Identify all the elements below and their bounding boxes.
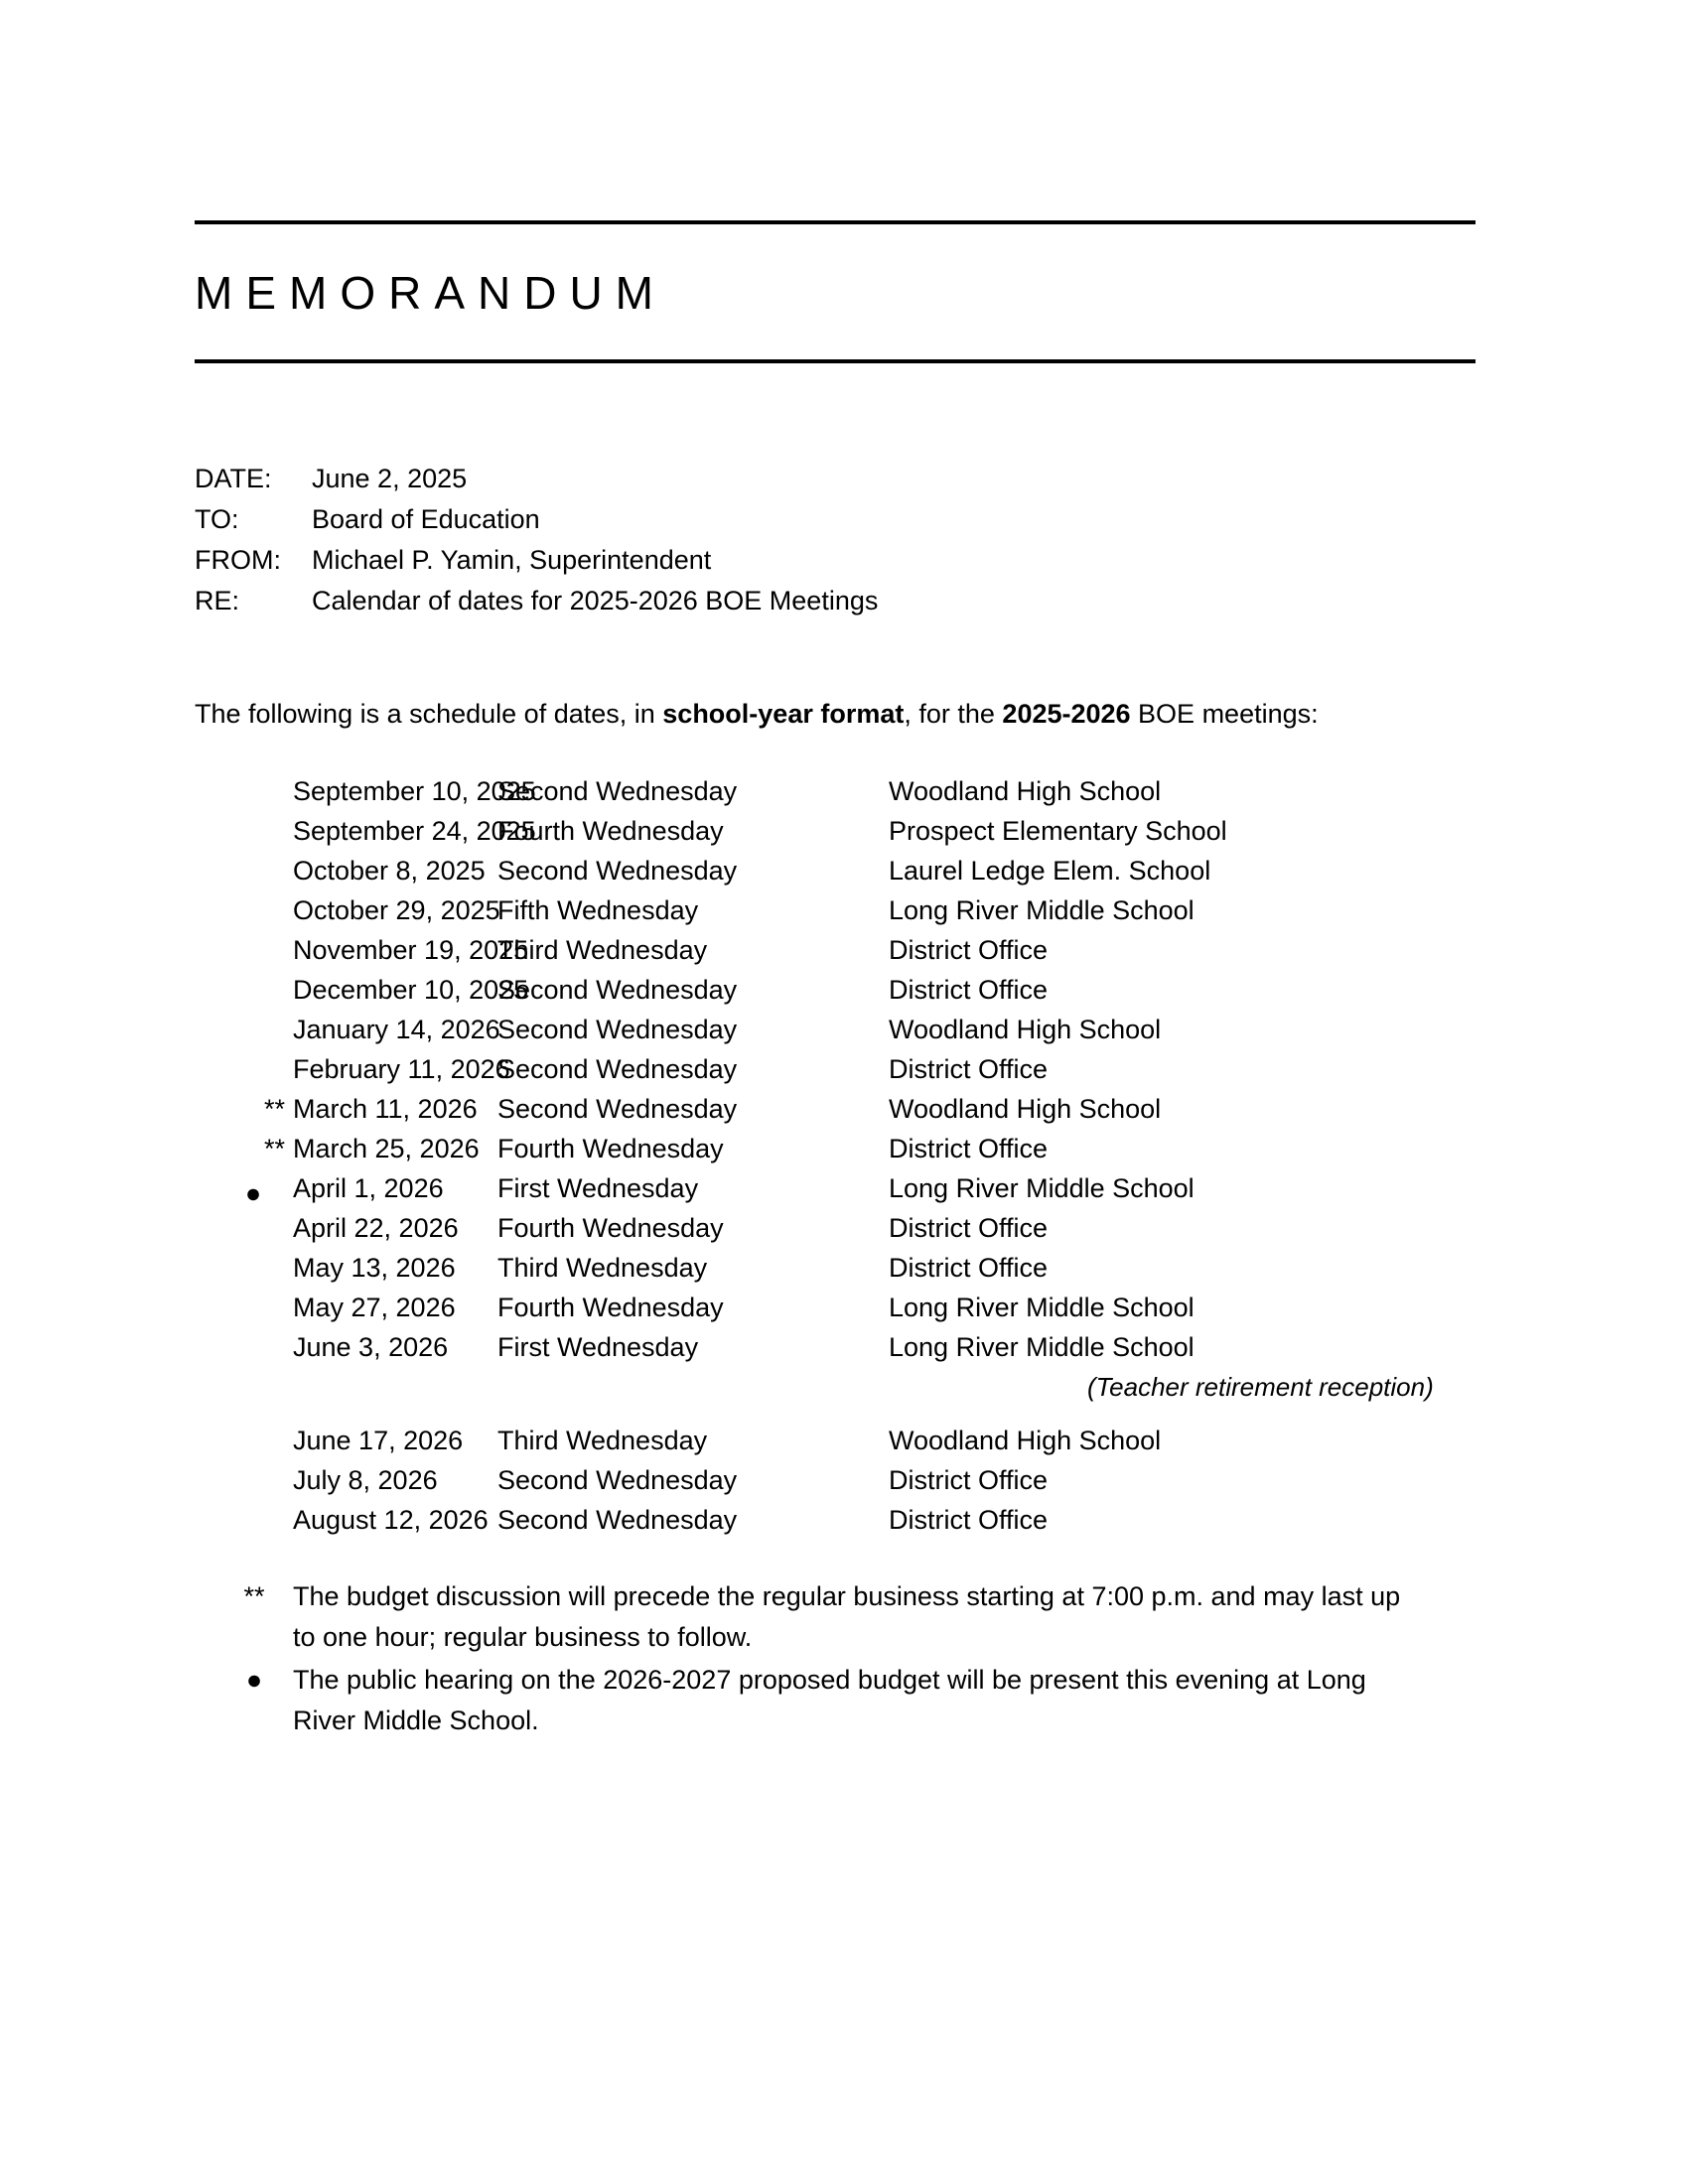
- schedule-date-text: August 12, 2026: [293, 1505, 489, 1535]
- schedule-row: [195, 1134, 1476, 1173]
- intro-text-part3: BOE meetings:: [1130, 699, 1319, 729]
- schedule-location: Long River Middle School: [889, 1293, 1195, 1322]
- schedule-location: District Office: [889, 1134, 1049, 1163]
- meta-label-to: TO:: [195, 504, 239, 534]
- meeting-schedule: [195, 776, 1476, 1545]
- meta-row-date: [195, 459, 878, 499]
- asterisk-marker: **: [264, 1134, 286, 1163]
- schedule-row: [195, 1094, 1476, 1134]
- meta-label-from: FROM:: [195, 545, 281, 575]
- schedule-weekday: Second Wednesday: [497, 1505, 738, 1535]
- schedule-date-text: March 11, 2026: [293, 1094, 478, 1124]
- footnote-item: [195, 1576, 1401, 1658]
- schedule-location: District Office: [889, 1054, 1049, 1084]
- memo-header: [195, 220, 1476, 363]
- schedule-date: [195, 1505, 497, 1536]
- schedule-date-text: March 25, 2026: [293, 1134, 480, 1163]
- schedule-date-text: July 8, 2026: [293, 1465, 438, 1495]
- schedule-weekday: First Wednesday: [497, 1332, 699, 1362]
- schedule-date: [195, 1134, 497, 1164]
- page-title: MEMORANDUM: [195, 267, 666, 319]
- schedule-location: Long River Middle School: [889, 1173, 1195, 1203]
- schedule-date-text: October 8, 2025: [293, 856, 486, 886]
- schedule-date-text: June 3, 2026: [293, 1332, 449, 1362]
- intro-bold-format: school-year format: [662, 699, 905, 729]
- schedule-location: District Office: [889, 1465, 1049, 1495]
- schedule-weekday: Third Wednesday: [497, 1426, 708, 1455]
- schedule-location: Woodland High School: [889, 776, 1162, 806]
- schedule-row: [195, 1173, 1476, 1213]
- schedule-date-text: December 10, 2025: [293, 975, 529, 1005]
- schedule-location-note: (Teacher retirement reception): [1087, 1372, 1434, 1402]
- schedule-date: [195, 895, 500, 926]
- schedule-date: [195, 776, 536, 807]
- meta-value-re: Calendar of dates for 2025-2026 BOE Meetings: [312, 586, 879, 615]
- schedule-date-text: June 17, 2026: [293, 1426, 464, 1455]
- schedule-date: [195, 1094, 497, 1125]
- schedule-row: [195, 1293, 1476, 1332]
- schedule-date: [195, 856, 497, 887]
- schedule-date: [195, 1465, 497, 1496]
- header-rule-bottom: [195, 359, 1476, 363]
- schedule-weekday: Fourth Wednesday: [497, 1293, 724, 1322]
- schedule-location: Woodland High School: [889, 1426, 1162, 1455]
- schedule-location: Long River Middle School: [889, 1332, 1195, 1362]
- schedule-row: [195, 975, 1476, 1015]
- schedule-row: [195, 1505, 1476, 1545]
- schedule-row: [195, 1465, 1476, 1505]
- schedule-weekday: Second Wednesday: [497, 856, 738, 886]
- schedule-date-text: May 13, 2026: [293, 1253, 456, 1283]
- schedule-date-text: February 11, 2026: [293, 1054, 510, 1084]
- schedule-location: Woodland High School: [889, 1015, 1162, 1044]
- meta-value-date: June 2, 2025: [312, 464, 468, 493]
- footnote-text: The public hearing on the 2026-2027 proposed budget will be present this evening at Long River Middle School.: [293, 1665, 1366, 1735]
- footnote-text: The budget discussion will precede the regular business starting at 7:00 p.m. and may last up to one hour; regular business to follow.: [293, 1581, 1401, 1652]
- schedule-date-text: September 10, 2025: [293, 776, 536, 806]
- schedule-row: [195, 1253, 1476, 1293]
- asterisk-marker: **: [264, 1094, 286, 1124]
- schedule-location: Prospect Elementary School: [889, 816, 1227, 846]
- schedule-location: Laurel Ledge Elem. School: [889, 856, 1211, 886]
- footnotes-list: [195, 1576, 1401, 1743]
- schedule-date-text: November 19, 2025: [293, 935, 529, 965]
- meta-label-re: RE:: [195, 586, 240, 615]
- schedule-location: Woodland High School: [889, 1094, 1162, 1124]
- intro-text-part2: , for the: [904, 699, 1003, 729]
- meta-value-to: Board of Education: [312, 504, 540, 534]
- schedule-weekday: Fourth Wednesday: [497, 1134, 724, 1163]
- schedule-weekday: Second Wednesday: [497, 1015, 738, 1044]
- schedule-date: [195, 816, 536, 847]
- meta-row-to: [195, 499, 878, 540]
- schedule-row: [195, 856, 1476, 895]
- intro-paragraph: [195, 695, 1319, 733]
- schedule-row: [195, 1426, 1476, 1465]
- schedule-date: [195, 935, 529, 966]
- schedule-date: [195, 1253, 497, 1284]
- schedule-weekday: Fourth Wednesday: [497, 816, 724, 846]
- schedule-date: [195, 1332, 497, 1363]
- schedule-date: [195, 975, 529, 1006]
- schedule-location: District Office: [889, 935, 1049, 965]
- schedule-row: [195, 1332, 1476, 1372]
- schedule-date-text: October 29, 2025: [293, 895, 500, 925]
- schedule-weekday: Third Wednesday: [497, 935, 708, 965]
- schedule-location: District Office: [889, 1213, 1049, 1243]
- schedule-weekday: First Wednesday: [497, 1173, 699, 1203]
- schedule-row: [195, 895, 1476, 935]
- meta-row-re: [195, 581, 878, 621]
- bullet-marker-icon: ●: [245, 1665, 263, 1695]
- schedule-row: [195, 776, 1476, 816]
- schedule-date: [195, 1426, 497, 1456]
- schedule-weekday: Second Wednesday: [497, 776, 738, 806]
- schedule-location: Long River Middle School: [889, 895, 1195, 925]
- schedule-weekday: Third Wednesday: [497, 1253, 708, 1283]
- intro-bold-years: 2025-2026: [1002, 699, 1131, 729]
- schedule-row: [195, 1054, 1476, 1094]
- schedule-date: [195, 1213, 497, 1244]
- meta-label-date: DATE:: [195, 464, 272, 493]
- schedule-date: [195, 1054, 510, 1085]
- schedule-weekday: Second Wednesday: [497, 1054, 738, 1084]
- schedule-row: [195, 935, 1476, 975]
- schedule-date-text: January 14, 2026: [293, 1015, 500, 1044]
- schedule-location: District Office: [889, 1253, 1049, 1283]
- schedule-weekday: Second Wednesday: [497, 975, 738, 1005]
- schedule-row: [195, 816, 1476, 856]
- schedule-weekday: Second Wednesday: [497, 1094, 738, 1124]
- schedule-location: District Office: [889, 975, 1049, 1005]
- schedule-location: District Office: [889, 1505, 1049, 1535]
- schedule-row: [195, 1213, 1476, 1253]
- meta-row-from: [195, 540, 878, 581]
- schedule-date-text: April 1, 2026: [293, 1173, 444, 1203]
- schedule-date-text: April 22, 2026: [293, 1213, 459, 1243]
- asterisk-marker-icon: **: [243, 1581, 265, 1611]
- schedule-date: [195, 1173, 497, 1204]
- schedule-weekday: Second Wednesday: [497, 1465, 738, 1495]
- schedule-date-text: May 27, 2026: [293, 1293, 456, 1322]
- memo-meta-block: [195, 459, 878, 621]
- schedule-date-text: September 24, 2025: [293, 816, 536, 846]
- footnote-item: [195, 1660, 1401, 1741]
- schedule-date: [195, 1293, 497, 1323]
- schedule-weekday: Fourth Wednesday: [497, 1213, 724, 1243]
- schedule-row: [195, 1015, 1476, 1054]
- meta-value-from: Michael P. Yamin, Superintendent: [312, 545, 712, 575]
- bullet-marker-icon: ●: [244, 1178, 262, 1208]
- schedule-spacer: [195, 1412, 1476, 1426]
- intro-text-part1: The following is a schedule of dates, in: [195, 699, 663, 729]
- schedule-date: [195, 1015, 500, 1045]
- schedule-weekday: Fifth Wednesday: [497, 895, 699, 925]
